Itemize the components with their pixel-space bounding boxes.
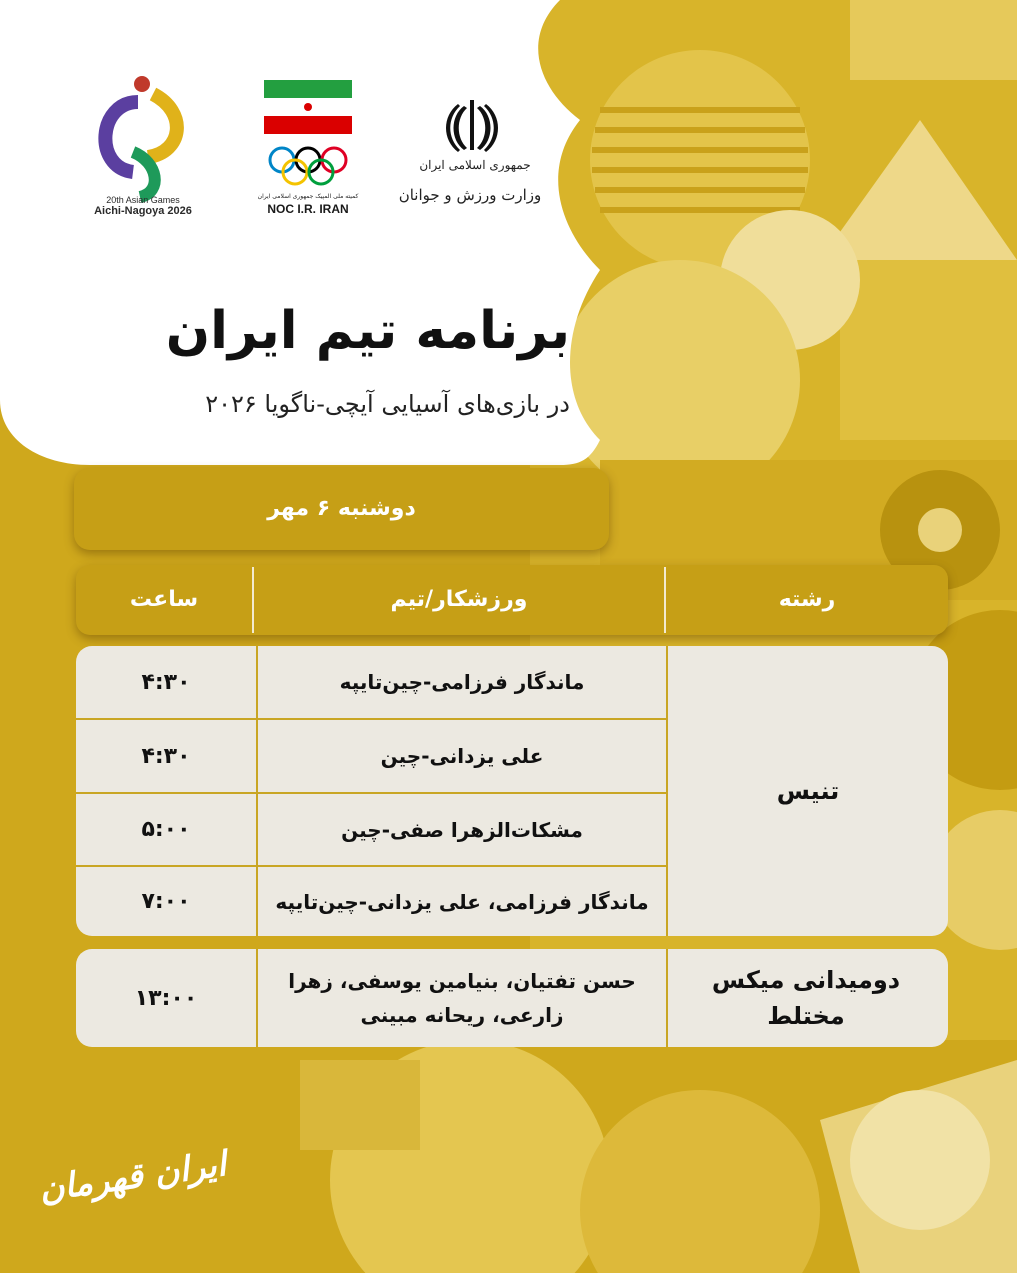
sport-cell: دومیدانی میکس مختلط	[711, 966, 901, 1030]
date-banner	[74, 468, 609, 550]
iran-ghahreman-signature-logo	[36, 1130, 229, 1220]
column-divider	[256, 949, 258, 1047]
column-header-time: ساعت	[129, 587, 199, 612]
athlete-cell: حسن تفتیان، بنیامین یوسفی، زهرا زارعی، ریحانه مبینی	[288, 969, 636, 1027]
asian-games-line1: 20th Asian Games	[106, 195, 180, 205]
ministry-line1: جمهوری اسلامی ایران	[419, 158, 531, 172]
time-cell: ۱۳:۰۰	[134, 985, 198, 1011]
column-header-athlete: ورزشکار/تیم	[390, 587, 528, 612]
header-divider	[664, 567, 666, 633]
sport-cell: تنیس	[776, 777, 840, 805]
column-divider	[666, 949, 668, 1047]
page-subtitle: در بازی‌های آسیایی آیچی-ناگویا ۲۰۲۶	[205, 390, 570, 418]
time-cell: ۷:۰۰	[141, 889, 191, 914]
athlete-cell: ماندگار فرزامی-چین‌تایپه	[339, 670, 585, 694]
time-cell: ۴:۳۰	[141, 743, 191, 769]
svg-text:ایران قهرمان: ایران قهرمان	[36, 1144, 229, 1210]
noc-label: NOC I.R. IRAN	[267, 202, 349, 216]
column-header-sport: رشته	[778, 587, 836, 612]
athlete-cell: ماندگار فرزامی، علی یزدانی-چین‌تایپه	[275, 889, 649, 914]
asian-games-logo-text	[78, 195, 208, 217]
asian-games-line2: Aichi-Nagoya 2026	[94, 205, 192, 217]
time-cell: ۴:۳۰	[141, 669, 191, 695]
athlete-cell: مشکات‌الزهرا صفی-چین	[341, 817, 583, 842]
table-header	[76, 565, 948, 635]
page-title: برنامه تیم ایران	[165, 301, 570, 361]
schedule-group-tennis	[76, 646, 948, 936]
iran-emblem-icon	[440, 96, 504, 156]
athlete-cell: علی یزدانی-چین	[380, 744, 544, 768]
date-label: دوشنبه ۶ مهر	[267, 496, 416, 521]
time-cell: ۵:۰۰	[141, 817, 191, 842]
header-divider	[252, 567, 254, 633]
ministry-line2: وزارت ورزش و جوانان	[398, 186, 542, 204]
noc-iran-logo	[258, 76, 358, 216]
svg-text:کمیته ملی المپیک جمهوری اسلامی: کمیته ملی المپیک جمهوری اسلامی ایران	[257, 193, 359, 200]
schedule-group-athletics	[76, 949, 948, 1047]
